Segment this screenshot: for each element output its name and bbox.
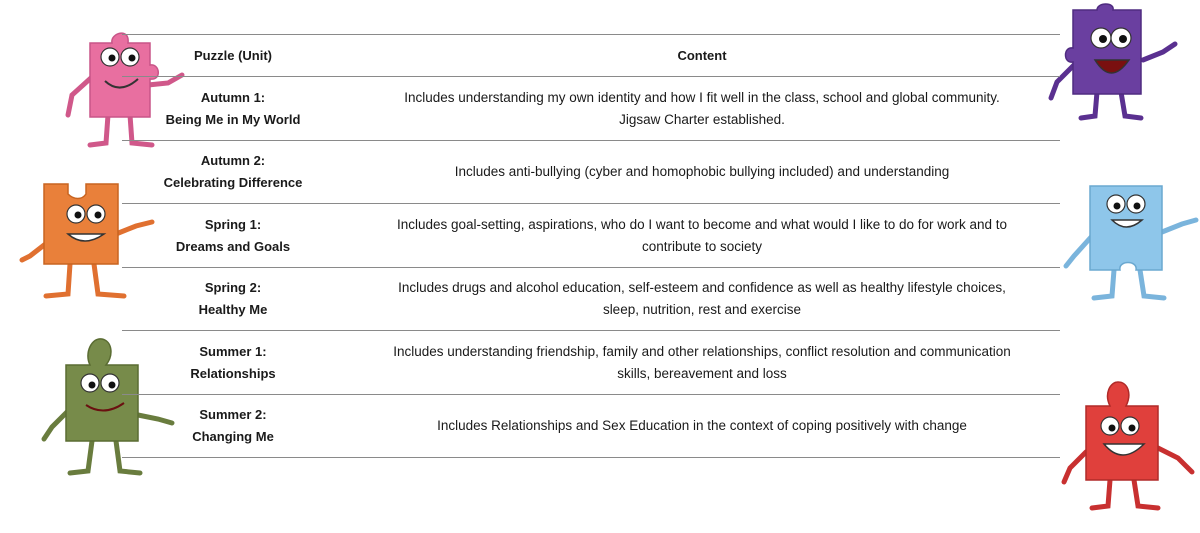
unit-term: Autumn 1:	[200, 89, 266, 105]
column-header-unit: Puzzle (Unit)	[194, 47, 272, 63]
content-line: Jigsaw Charter established.	[619, 111, 785, 127]
content-line: sleep, nutrition, rest and exercise	[602, 302, 802, 317]
curriculum-table	[122, 34, 1060, 458]
unit-term: Autumn 2:	[200, 153, 266, 168]
unit-title: Being Me in My World	[165, 111, 301, 127]
content-line: Includes understanding my own identity and how I fit well in the class, school and global community.	[404, 89, 1000, 105]
content-line: contribute to society	[641, 238, 763, 254]
table-row	[122, 394, 1060, 458]
unit-term: Summer 2:	[199, 407, 267, 422]
unit-term: Spring 2:	[204, 280, 262, 295]
unit-term: Spring 1:	[204, 216, 262, 232]
red-puzzle-character-icon	[1060, 378, 1200, 518]
content-line: Includes understanding friendship, family and other relationships, conflict resolution and communication	[393, 343, 1011, 359]
unit-title: Celebrating Difference	[163, 175, 303, 190]
table-header-row	[122, 34, 1060, 76]
purple-puzzle-character-icon	[1045, 2, 1180, 127]
unit-term: Summer 1:	[199, 343, 267, 359]
unit-title: Relationships	[190, 365, 276, 381]
content-line: Includes anti-bullying (cyber and homophobic bullying included) and understanding	[454, 164, 950, 179]
blue-puzzle-character-icon	[1062, 182, 1200, 307]
unit-title: Dreams and Goals	[175, 238, 291, 254]
table-row	[122, 203, 1060, 267]
unit-title: Healthy Me	[198, 302, 268, 317]
content-line: Includes Relationships and Sex Education in the context of coping positively with change	[437, 418, 967, 433]
table-row	[122, 330, 1060, 394]
table-row	[122, 76, 1060, 140]
unit-title: Changing Me	[192, 429, 274, 444]
content-line: skills, bereavement and loss	[617, 365, 787, 381]
column-header-content: Content	[677, 47, 727, 63]
table-row	[122, 140, 1060, 203]
table-row	[122, 267, 1060, 330]
content-line: Includes goal-setting, aspirations, who do I want to become and what would I like to do for work and to	[396, 216, 1008, 232]
content-line: Includes drugs and alcohol education, self-esteem and confidence as well as healthy lifestyle choices,	[398, 280, 1006, 295]
